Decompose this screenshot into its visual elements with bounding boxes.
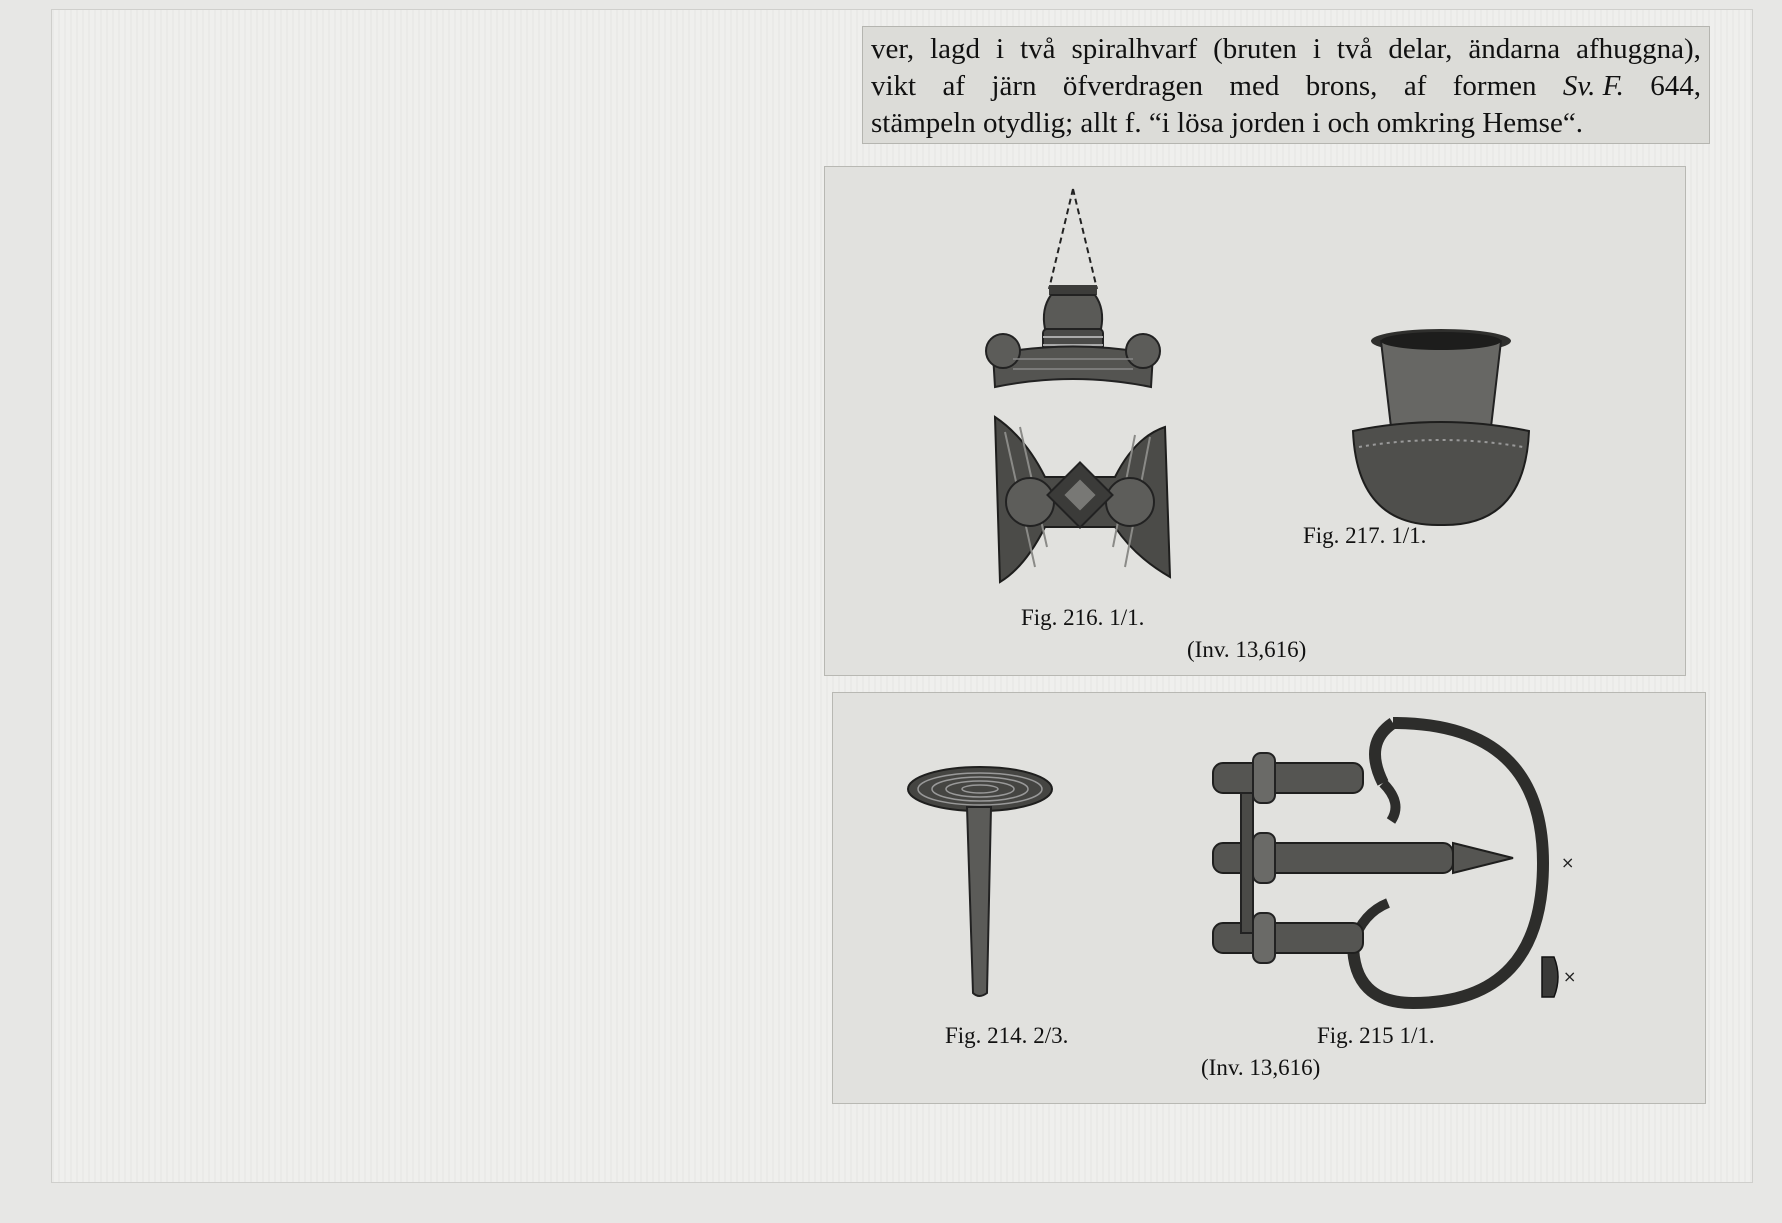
figure-plate-top [824,166,1686,676]
bleed-through-text [845,405,852,439]
inventory-number: (Inv. 13,616) [1201,1055,1321,1080]
figure-plate-bottom [832,692,1706,1104]
fig-216-caption [1021,605,1144,631]
text-line-2 [871,68,1701,105]
word: vikt [871,70,917,102]
reference-italic: Sv. F. [1562,70,1624,102]
word: ändarna [1468,33,1561,65]
fig-214-caption [945,1023,1068,1049]
fig-216-upper-illustration [983,189,1163,389]
fig-scale: 1/1. [1109,605,1145,630]
word: ver, [871,33,915,65]
inventory-number: (Inv. 13,616) [1187,637,1307,662]
word: två [1020,33,1056,65]
fig-label: Fig. 214. [945,1023,1028,1048]
word: (bruten [1213,33,1297,65]
fig-216-lower-illustration [985,417,1175,587]
word: delar, [1388,33,1453,65]
word: järn [991,70,1037,102]
word: af [942,70,966,102]
fig-scale: 1/1. [1399,1023,1435,1048]
fig-label: Fig. 215 [1317,1023,1394,1048]
fig-scale: 1/1. [1391,523,1427,548]
word: afhuggna), [1576,33,1701,65]
word: af [1403,70,1427,102]
word: 644, [1650,70,1701,102]
word: två [1336,33,1373,65]
cross-marker: × [1561,853,1575,872]
text-line-3 [871,105,1701,142]
word: spiralhvarf [1071,33,1198,65]
fig-label: Fig. 216. [1021,605,1104,630]
word: i [996,33,1005,65]
fig-217-caption [1303,523,1426,549]
word: lagd [930,33,981,65]
word: brons, [1305,70,1378,102]
word: formen [1452,70,1537,102]
word: i [1312,33,1321,65]
word: med [1229,70,1280,102]
fig-214-illustration [905,763,1055,1003]
text-strip [862,26,1710,144]
sentence: stämpeln otydlig; allt f. “i lösa jorden i och omkring Hemse“. [871,107,1583,139]
fig-label: Fig. 217. [1303,523,1386,548]
fig-scale: 2/3. [1033,1023,1069,1048]
fig-217-illustration [1345,327,1535,527]
cross-marker: × [1563,967,1577,986]
cross-section-illustration [1540,955,1564,999]
fig-215-illustration [1213,713,1563,1013]
fig-215-caption [1317,1023,1435,1049]
text-line-1 [871,31,1701,68]
word: öfverdragen [1062,70,1204,102]
